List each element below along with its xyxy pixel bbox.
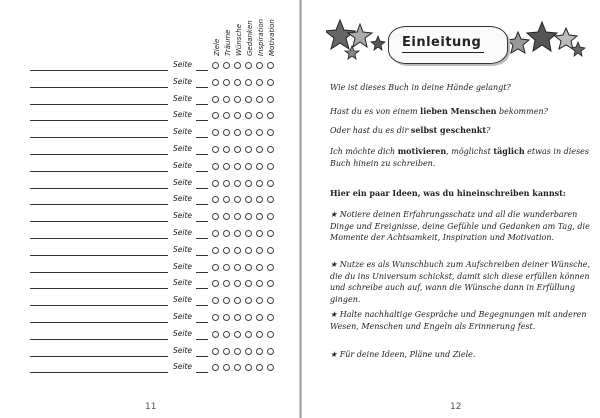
emphasis-text: selbst geschenkt <box>410 125 487 135</box>
paragraph <box>330 188 592 200</box>
entry-row <box>0 244 299 260</box>
category-checkbox[interactable] <box>212 146 219 153</box>
category-checkbox[interactable] <box>212 364 219 371</box>
category-checkbox[interactable] <box>245 163 252 170</box>
category-checkbox[interactable] <box>245 96 252 103</box>
column-header-label: Gedanken <box>246 20 254 56</box>
seite-label: Seite <box>173 60 193 69</box>
category-checkbox[interactable] <box>267 213 274 220</box>
entry-line[interactable] <box>30 221 168 222</box>
entry-row <box>0 328 299 344</box>
category-checkbox[interactable] <box>212 280 219 287</box>
category-checkbox[interactable] <box>223 280 230 287</box>
entry-row <box>0 160 299 176</box>
text-run: Wie ist dieses Buch in deine Hände gelangt? <box>330 83 511 92</box>
entry-line[interactable] <box>30 255 168 256</box>
category-checkbox[interactable] <box>245 112 252 119</box>
entry-line[interactable] <box>30 87 168 88</box>
seite-label: Seite <box>173 177 193 187</box>
category-checkbox[interactable] <box>234 129 241 136</box>
paragraph <box>330 106 592 118</box>
paragraph <box>330 146 592 169</box>
category-checkbox[interactable] <box>267 96 274 103</box>
star-icon <box>508 32 529 53</box>
seite-label: Seite <box>173 211 193 221</box>
category-checkbox[interactable] <box>234 196 241 203</box>
category-checkbox[interactable] <box>212 314 219 321</box>
category-checkbox[interactable] <box>267 62 274 69</box>
entry-row <box>0 193 299 209</box>
category-checkbox[interactable] <box>267 129 274 136</box>
seite-label: Seite <box>173 76 193 86</box>
page-ref-blank[interactable] <box>196 171 208 172</box>
page-ref-blank[interactable] <box>196 238 208 239</box>
category-checkbox[interactable] <box>234 264 241 271</box>
page-number-right: 12 <box>450 402 462 412</box>
category-checkbox[interactable] <box>256 264 263 271</box>
category-checkbox[interactable] <box>234 280 241 287</box>
seite-label: Seite <box>173 194 193 204</box>
category-checkbox[interactable] <box>212 112 219 119</box>
category-checkbox[interactable] <box>256 163 263 170</box>
star-icon <box>555 28 577 49</box>
emphasis-text: motivieren <box>397 146 447 156</box>
entry-row <box>0 261 299 277</box>
entry-row <box>0 311 299 327</box>
category-checkbox[interactable] <box>256 230 263 237</box>
seite-label: Seite <box>173 328 193 338</box>
category-checkbox[interactable] <box>267 297 274 304</box>
category-checkbox[interactable] <box>245 348 252 355</box>
category-checkbox[interactable] <box>223 180 230 187</box>
entry-line[interactable] <box>30 104 168 105</box>
category-checkbox[interactable] <box>256 247 263 254</box>
page-ref-blank[interactable] <box>196 120 208 121</box>
category-checkbox[interactable] <box>234 163 241 170</box>
category-checkbox[interactable] <box>267 364 274 371</box>
category-checkbox[interactable] <box>234 180 241 187</box>
entry-line[interactable] <box>30 288 168 289</box>
category-checkbox[interactable] <box>256 62 263 69</box>
category-checkbox[interactable] <box>267 247 274 254</box>
category-checkbox[interactable] <box>212 348 219 355</box>
text-run: Oder hast du es dir <box>330 126 411 135</box>
entry-row <box>0 126 299 142</box>
category-checkbox[interactable] <box>223 62 230 69</box>
stars-left-decoration <box>326 18 388 60</box>
page-ref-blank[interactable] <box>196 372 208 373</box>
text-run: ★ Notiere deinen Erfahrungsschatz und all die wunderbaren Dinge und Ereignisse, deine Gefühle und Gedanken am Tag, die Momente der Achtsamkeit, Inspiration und Motivation. <box>330 210 590 242</box>
category-checkbox[interactable] <box>245 264 252 271</box>
category-checkbox[interactable] <box>256 331 263 338</box>
entry-line[interactable] <box>30 372 168 373</box>
category-checkbox[interactable] <box>245 280 252 287</box>
emphasis-text: lieben Menschen <box>420 106 497 116</box>
text-run: Ich möchte dich <box>330 147 398 156</box>
category-checkbox[interactable] <box>245 129 252 136</box>
paragraph <box>330 259 592 305</box>
star-icon <box>348 24 372 47</box>
category-checkbox[interactable] <box>212 264 219 271</box>
category-checkbox[interactable] <box>267 146 274 153</box>
category-checkbox[interactable] <box>256 129 263 136</box>
category-checkbox[interactable] <box>245 230 252 237</box>
entry-line[interactable] <box>30 154 168 155</box>
entry-line[interactable] <box>30 305 168 306</box>
page-ref-blank[interactable] <box>196 87 208 88</box>
entry-line[interactable] <box>30 137 168 138</box>
page-ref-blank[interactable] <box>196 288 208 289</box>
category-checkbox[interactable] <box>256 96 263 103</box>
category-checkbox[interactable] <box>212 297 219 304</box>
entry-row <box>0 59 299 75</box>
entry-row <box>0 109 299 125</box>
category-checkbox[interactable] <box>234 230 241 237</box>
page-ref-blank[interactable] <box>196 154 208 155</box>
entry-row <box>0 345 299 361</box>
category-checkbox[interactable] <box>212 196 219 203</box>
category-checkbox[interactable] <box>256 213 263 220</box>
category-checkbox[interactable] <box>223 79 230 86</box>
entry-row <box>0 76 299 92</box>
emphasis-text: Hier ein paar Ideen, was du hineinschreiben kannst: <box>330 188 566 198</box>
left-page <box>0 0 299 418</box>
category-checkbox[interactable] <box>212 96 219 103</box>
star-icon <box>571 42 585 56</box>
paragraph <box>330 209 592 244</box>
page-title: Einleitung <box>402 35 482 50</box>
category-checkbox[interactable] <box>256 280 263 287</box>
category-checkbox[interactable] <box>234 247 241 254</box>
category-checkbox[interactable] <box>234 96 241 103</box>
paragraph <box>330 349 592 361</box>
category-checkbox[interactable] <box>256 180 263 187</box>
category-checkbox[interactable] <box>223 196 230 203</box>
paragraph <box>330 125 592 137</box>
category-checkbox[interactable] <box>256 112 263 119</box>
text-run: bekommen? <box>496 107 548 116</box>
category-checkbox[interactable] <box>267 280 274 287</box>
seite-label: Seite <box>173 278 193 288</box>
category-checkbox[interactable] <box>245 297 252 304</box>
category-checkbox[interactable] <box>223 348 230 355</box>
entry-row <box>0 361 299 377</box>
category-checkbox[interactable] <box>223 331 230 338</box>
star-icon <box>371 36 385 50</box>
category-checkbox[interactable] <box>223 230 230 237</box>
entry-line[interactable] <box>30 356 168 357</box>
category-checkbox[interactable] <box>267 180 274 187</box>
category-checkbox[interactable] <box>256 314 263 321</box>
category-checkbox[interactable] <box>267 112 274 119</box>
category-checkbox[interactable] <box>234 314 241 321</box>
category-checkbox[interactable] <box>267 314 274 321</box>
entry-row <box>0 277 299 293</box>
category-checkbox[interactable] <box>234 348 241 355</box>
category-checkbox[interactable] <box>245 314 252 321</box>
page-number-left: 11 <box>145 402 157 412</box>
category-checkbox[interactable] <box>256 79 263 86</box>
category-checkbox[interactable] <box>212 180 219 187</box>
entry-row <box>0 210 299 226</box>
entry-line[interactable] <box>30 322 168 323</box>
emphasis-text: täglich <box>493 146 525 156</box>
category-checkbox[interactable] <box>267 163 274 170</box>
page-ref-blank[interactable] <box>196 272 208 273</box>
category-checkbox[interactable] <box>256 297 263 304</box>
text-run: etwas in dieses Buch hinein zu schreiben. <box>330 147 590 168</box>
category-checkbox[interactable] <box>223 163 230 170</box>
page-ref-blank[interactable] <box>196 137 208 138</box>
category-checkbox[interactable] <box>223 129 230 136</box>
category-checkbox[interactable] <box>223 247 230 254</box>
category-checkbox[interactable] <box>234 79 241 86</box>
paragraph <box>330 309 592 332</box>
seite-label: Seite <box>173 93 193 103</box>
entry-row <box>0 294 299 310</box>
category-checkbox[interactable] <box>245 146 252 153</box>
seite-label: Seite <box>173 295 193 305</box>
page-ref-blank[interactable] <box>196 70 208 71</box>
seite-label: Seite <box>173 362 193 372</box>
seite-label: Seite <box>173 261 193 271</box>
category-checkbox[interactable] <box>234 146 241 153</box>
category-checkbox[interactable] <box>267 230 274 237</box>
category-checkbox[interactable] <box>212 213 219 220</box>
page-ref-blank[interactable] <box>196 188 208 189</box>
category-checkbox[interactable] <box>234 112 241 119</box>
category-checkbox[interactable] <box>212 247 219 254</box>
entry-line[interactable] <box>30 238 168 239</box>
page-ref-blank[interactable] <box>196 356 208 357</box>
column-header-label: Wünsche <box>235 23 243 56</box>
category-checkbox[interactable] <box>245 79 252 86</box>
category-checkbox[interactable] <box>223 146 230 153</box>
column-header-label: Ziele <box>213 38 221 56</box>
category-checkbox[interactable] <box>245 247 252 254</box>
entry-row <box>0 143 299 159</box>
category-checkbox[interactable] <box>267 264 274 271</box>
category-checkbox[interactable] <box>212 62 219 69</box>
category-checkbox[interactable] <box>267 331 274 338</box>
page-ref-blank[interactable] <box>196 322 208 323</box>
entry-line[interactable] <box>30 171 168 172</box>
page-ref-blank[interactable] <box>196 221 208 222</box>
title-underline <box>402 52 484 53</box>
category-checkbox[interactable] <box>256 364 263 371</box>
category-checkbox[interactable] <box>212 79 219 86</box>
page-ref-blank[interactable] <box>196 104 208 105</box>
entry-line[interactable] <box>30 272 168 273</box>
category-checkbox[interactable] <box>212 129 219 136</box>
entry-line[interactable] <box>30 70 168 71</box>
entry-line[interactable] <box>30 120 168 121</box>
text-run: ★ Für deine Ideen, Pläne und Ziele. <box>330 350 476 359</box>
category-checkbox[interactable] <box>212 230 219 237</box>
text-run: , möglichst <box>446 147 494 156</box>
category-checkbox[interactable] <box>223 264 230 271</box>
category-checkbox[interactable] <box>223 96 230 103</box>
category-checkbox[interactable] <box>245 196 252 203</box>
category-checkbox[interactable] <box>267 348 274 355</box>
category-checkbox[interactable] <box>267 79 274 86</box>
category-checkbox[interactable] <box>245 62 252 69</box>
entry-line[interactable] <box>30 339 168 340</box>
category-checkbox[interactable] <box>223 297 230 304</box>
paragraph <box>330 82 592 94</box>
column-header <box>266 8 278 60</box>
category-checkbox[interactable] <box>212 331 219 338</box>
entry-row <box>0 227 299 243</box>
page-ref-blank[interactable] <box>196 255 208 256</box>
text-run: Hast du es von einem <box>330 107 421 116</box>
category-checkbox[interactable] <box>267 196 274 203</box>
seite-label: Seite <box>173 228 193 237</box>
text-run: ★ Halte nachhaltige Gespräche und Begegnungen mit anderen Wesen, Menschen und Engeln als Erinnerung fest. <box>330 310 587 331</box>
seite-label: Seite <box>173 312 193 321</box>
entry-line[interactable] <box>30 204 168 205</box>
star-icon <box>527 22 557 51</box>
entry-row <box>0 177 299 193</box>
category-checkbox[interactable] <box>256 196 263 203</box>
category-checkbox[interactable] <box>256 146 263 153</box>
category-checkbox[interactable] <box>256 348 263 355</box>
category-checkbox[interactable] <box>245 364 252 371</box>
text-run: ★ Nutze es als Wunschbuch zum Aufschreiben deiner Wünsche, die du ins Universum schickst, damit sich diese erfüllen können und schreibe auch auf, wann die Wünsche dann in Erfüllung gingen. <box>330 260 591 304</box>
page-ref-blank[interactable] <box>196 339 208 340</box>
category-checkbox[interactable] <box>234 297 241 304</box>
entry-line[interactable] <box>30 188 168 189</box>
category-checkbox[interactable] <box>234 62 241 69</box>
page-ref-blank[interactable] <box>196 305 208 306</box>
column-header-label: Träume <box>224 29 232 56</box>
column-header-label: Motivation <box>268 19 276 56</box>
category-checkbox[interactable] <box>245 180 252 187</box>
stars-right-decoration <box>508 18 588 64</box>
seite-label: Seite <box>173 244 193 254</box>
category-checkbox[interactable] <box>245 331 252 338</box>
seite-label: Seite <box>173 345 193 355</box>
category-checkbox[interactable] <box>234 364 241 371</box>
category-checkbox[interactable] <box>234 331 241 338</box>
seite-label: Seite <box>173 110 193 120</box>
seite-label: Seite <box>173 127 193 137</box>
category-checkbox[interactable] <box>223 314 230 321</box>
category-checkbox[interactable] <box>223 213 230 220</box>
category-checkbox[interactable] <box>234 213 241 220</box>
category-checkbox[interactable] <box>212 163 219 170</box>
column-header-label: Inspiration <box>257 18 265 56</box>
category-checkbox[interactable] <box>223 364 230 371</box>
category-checkbox[interactable] <box>223 112 230 119</box>
page-ref-blank[interactable] <box>196 204 208 205</box>
category-checkbox[interactable] <box>245 213 252 220</box>
seite-label: Seite <box>173 144 193 153</box>
seite-label: Seite <box>173 160 193 170</box>
text-run: ? <box>486 126 491 135</box>
entry-row <box>0 93 299 109</box>
